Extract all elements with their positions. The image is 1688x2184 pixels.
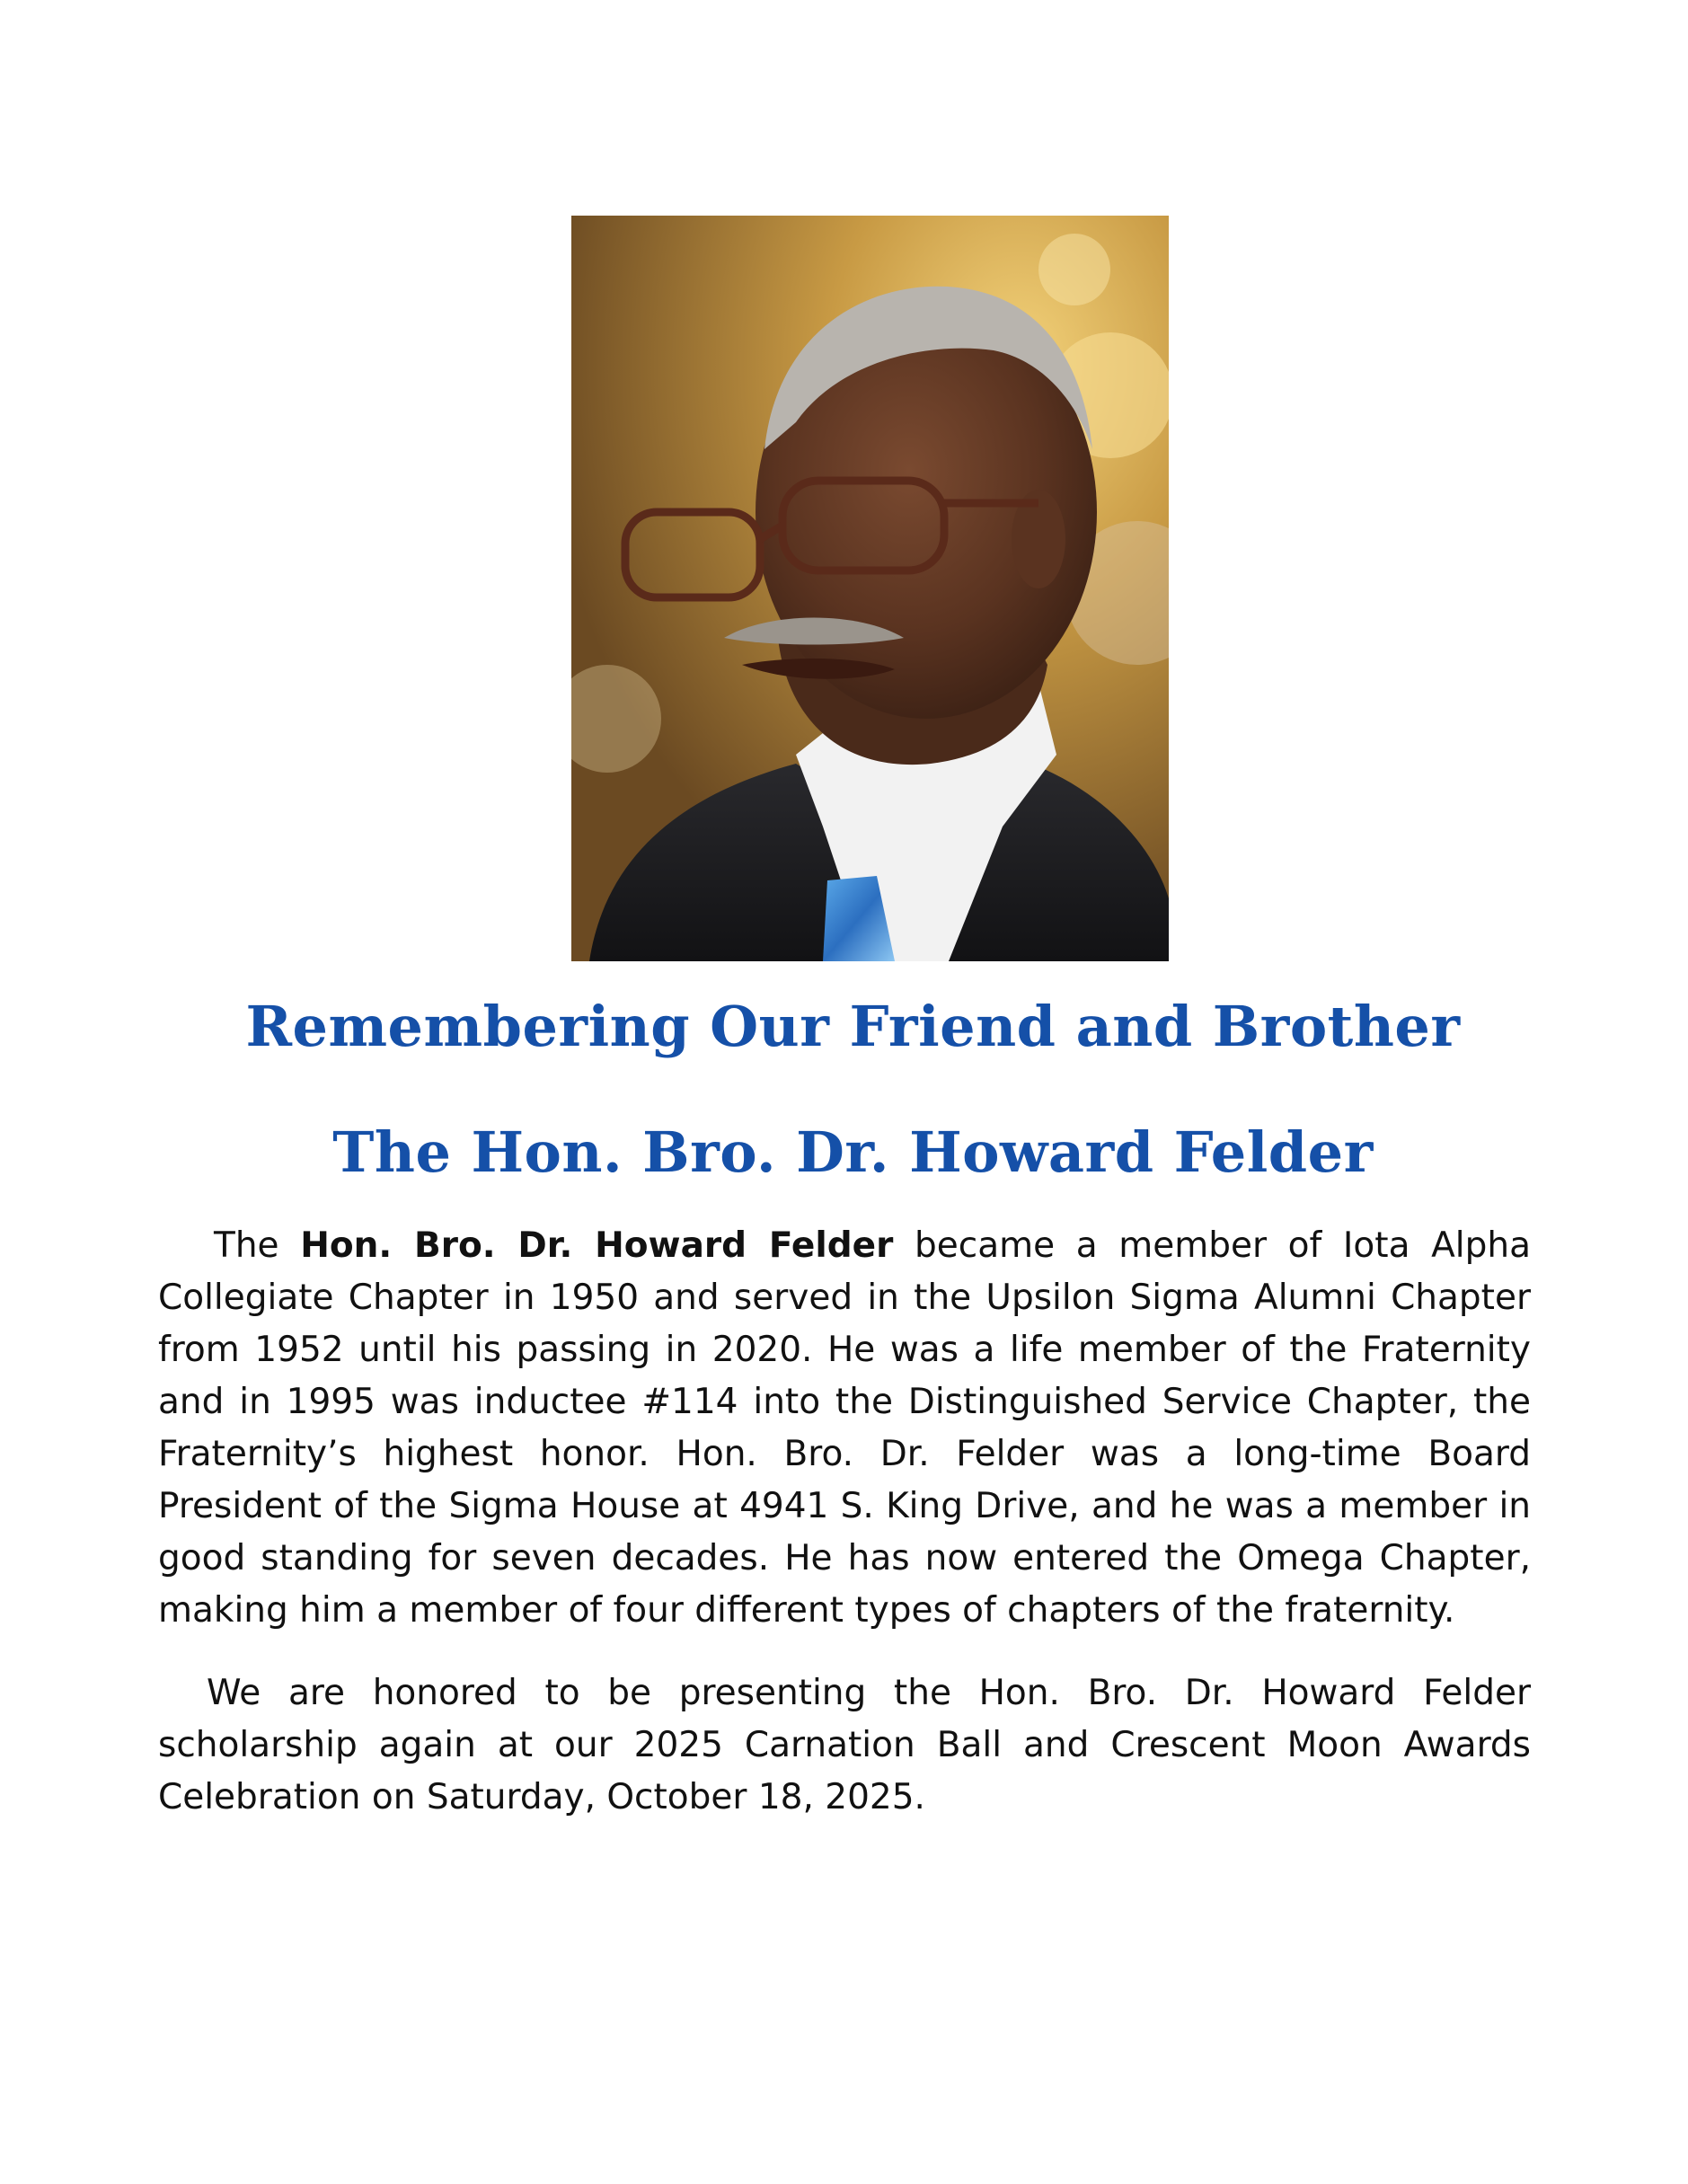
- portrait-illustration: [571, 216, 1169, 961]
- page-title-line-2: The Hon. Bro. Dr. Howard Felder: [332, 1119, 1374, 1185]
- paragraph-biography: [158, 1220, 1531, 1637]
- honoree-name: Hon. Bro. Dr. Howard Felder: [300, 1225, 894, 1266]
- paragraph-scholarship: We are honored to be presenting the Hon. Bro. Dr. Howard Felder scholarship again at our 2025 Carnation Ball and Crescent Moon Awards Celebration on Saturday, October 18, 2025.: [158, 1673, 1531, 1817]
- paragraph-body: became a member of Iota Alpha Collegiate Chapter in 1950 and served in the Upsilon Sigma Alumni Chapter from 1952 until his passing in 2020. He was a life member of the Fraternity and in 1995 was inductee #114 into the Distinguished Service Chapter, the Fraternity’s highest honor. Hon. Bro. Dr. Felder was a long-time Board President of the Sigma House at 4941 S. King Drive, and he was a member in good standing for seven decades. He has now entered the Omega Chapter, making him a member of four different types of chapters of the fraternity.: [158, 1225, 1531, 1631]
- page-title-line-1: Remembering Our Friend and Brother: [245, 994, 1461, 1059]
- portrait-photo: [571, 216, 1169, 961]
- paragraph-lead: The: [214, 1225, 301, 1266]
